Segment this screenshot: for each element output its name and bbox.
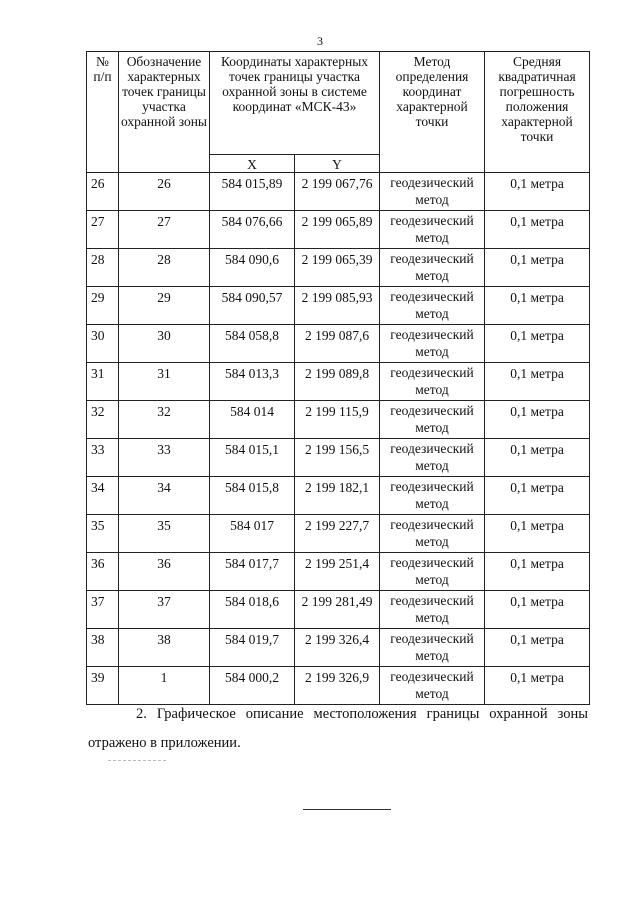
cell-point: 26	[119, 173, 210, 211]
cell-y: 2 199 065,89	[295, 211, 380, 249]
cell-y: 2 199 115,9	[295, 401, 380, 439]
graphic-description-paragraph: 2. Графическое описание местоположения границы охранной зоны отражено в приложении.	[88, 706, 588, 751]
cell-point: 37	[119, 591, 210, 629]
header-method: Метод определения координат характерной точки	[380, 52, 485, 173]
table-row	[87, 363, 590, 401]
cell-error: 0,1 метра	[485, 401, 590, 439]
cell-num: 38	[87, 629, 119, 667]
cell-y: 2 199 281,49	[295, 591, 380, 629]
cell-x: 584 017,7	[210, 553, 295, 591]
cell-method: геодезический метод	[380, 591, 485, 629]
table-row	[87, 287, 590, 325]
page-number: 3	[317, 34, 323, 48]
table-row	[87, 249, 590, 287]
cell-error: 0,1 метра	[485, 287, 590, 325]
closing-divider	[303, 809, 391, 810]
table-row	[87, 173, 590, 211]
cell-point: 34	[119, 477, 210, 515]
cell-y: 2 199 085,93	[295, 287, 380, 325]
table-row	[87, 401, 590, 439]
cell-point: 33	[119, 439, 210, 477]
cell-y: 2 199 227,7	[295, 515, 380, 553]
cell-y: 2 199 087,6	[295, 325, 380, 363]
cell-error: 0,1 метра	[485, 325, 590, 363]
cell-y: 2 199 182,1	[295, 477, 380, 515]
cell-error: 0,1 метра	[485, 477, 590, 515]
cell-y: 2 199 326,4	[295, 629, 380, 667]
header-coordinates: Координаты характерных точек границы участка охранной зоны в системе координат «МСК-43»	[210, 52, 380, 155]
cell-x: 584 076,66	[210, 211, 295, 249]
cell-num: 31	[87, 363, 119, 401]
table-row	[87, 211, 590, 249]
cell-num: 30	[87, 325, 119, 363]
cell-x: 584 017	[210, 515, 295, 553]
cell-y: 2 199 067,76	[295, 173, 380, 211]
cell-method: геодезический метод	[380, 363, 485, 401]
cell-error: 0,1 метра	[485, 629, 590, 667]
cell-num: 32	[87, 401, 119, 439]
cell-point: 36	[119, 553, 210, 591]
cell-num: 28	[87, 249, 119, 287]
table-row	[87, 477, 590, 515]
table-row	[87, 553, 590, 591]
cell-x: 584 013,3	[210, 363, 295, 401]
header-error: Средняя квадратичная погрешность положения характерной точки	[485, 52, 590, 173]
cell-x: 584 014	[210, 401, 295, 439]
cell-error: 0,1 метра	[485, 173, 590, 211]
faint-mark	[108, 760, 166, 761]
cell-method: геодезический метод	[380, 553, 485, 591]
cell-num: 27	[87, 211, 119, 249]
cell-point: 28	[119, 249, 210, 287]
header-x: X	[210, 155, 295, 173]
table-row	[87, 591, 590, 629]
coordinates-table	[86, 51, 590, 705]
table-row	[87, 629, 590, 667]
cell-x: 584 015,89	[210, 173, 295, 211]
cell-num: 34	[87, 477, 119, 515]
cell-error: 0,1 метра	[485, 515, 590, 553]
cell-point: 29	[119, 287, 210, 325]
cell-num: 35	[87, 515, 119, 553]
cell-error: 0,1 метра	[485, 553, 590, 591]
cell-point: 30	[119, 325, 210, 363]
cell-num: 36	[87, 553, 119, 591]
cell-method: геодезический метод	[380, 211, 485, 249]
cell-y: 2 199 251,4	[295, 553, 380, 591]
cell-y: 2 199 156,5	[295, 439, 380, 477]
table-row	[87, 515, 590, 553]
cell-method: геодезический метод	[380, 401, 485, 439]
cell-num: 39	[87, 667, 119, 705]
cell-point: 31	[119, 363, 210, 401]
cell-x: 584 058,8	[210, 325, 295, 363]
cell-point: 27	[119, 211, 210, 249]
cell-x: 584 015,1	[210, 439, 295, 477]
cell-num: 29	[87, 287, 119, 325]
cell-method: геодезический метод	[380, 439, 485, 477]
cell-y: 2 199 089,8	[295, 363, 380, 401]
cell-method: геодезический метод	[380, 249, 485, 287]
cell-point: 32	[119, 401, 210, 439]
table-row	[87, 325, 590, 363]
header-num: № п/п	[87, 52, 119, 173]
cell-num: 33	[87, 439, 119, 477]
cell-x: 584 018,6	[210, 591, 295, 629]
cell-x: 584 015,8	[210, 477, 295, 515]
cell-method: геодезический метод	[380, 325, 485, 363]
cell-y: 2 199 065,39	[295, 249, 380, 287]
table-row	[87, 439, 590, 477]
cell-method: геодезический метод	[380, 173, 485, 211]
cell-point: 1	[119, 667, 210, 705]
cell-method: геодезический метод	[380, 629, 485, 667]
header-designation: Обозначение характерных точек границы участка охранной зоны	[119, 52, 210, 173]
cell-error: 0,1 метра	[485, 363, 590, 401]
cell-error: 0,1 метра	[485, 591, 590, 629]
cell-point: 38	[119, 629, 210, 667]
cell-error: 0,1 метра	[485, 249, 590, 287]
cell-x: 584 000,2	[210, 667, 295, 705]
cell-method: геодезический метод	[380, 667, 485, 705]
cell-error: 0,1 метра	[485, 211, 590, 249]
cell-error: 0,1 метра	[485, 667, 590, 705]
cell-num: 37	[87, 591, 119, 629]
cell-x: 584 090,6	[210, 249, 295, 287]
cell-point: 35	[119, 515, 210, 553]
cell-method: геодезический метод	[380, 515, 485, 553]
cell-x: 584 090,57	[210, 287, 295, 325]
cell-num: 26	[87, 173, 119, 211]
cell-method: геодезический метод	[380, 477, 485, 515]
table-row	[87, 667, 590, 705]
cell-method: геодезический метод	[380, 287, 485, 325]
cell-y: 2 199 326,9	[295, 667, 380, 705]
cell-x: 584 019,7	[210, 629, 295, 667]
header-y: Y	[295, 155, 380, 173]
cell-error: 0,1 метра	[485, 439, 590, 477]
